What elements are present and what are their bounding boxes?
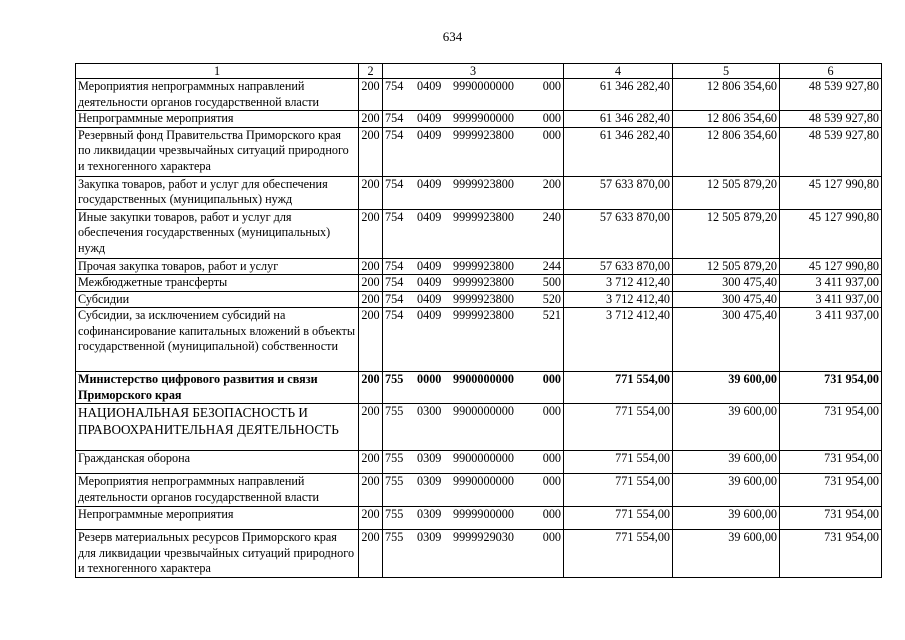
row-amount-6: 3 411 937,00 xyxy=(780,291,882,308)
row-amount-6: 731 954,00 xyxy=(780,372,882,404)
page-number: 634 xyxy=(442,29,463,44)
row-expense-type: 000 xyxy=(542,507,561,521)
row-code-3 xyxy=(383,291,564,308)
row-expense-type: 000 xyxy=(542,404,561,418)
row-code-3 xyxy=(383,308,564,372)
row-expense-type: 000 xyxy=(542,474,561,488)
row-name: Резерв материальных ресурсов Приморского края для ликвидации чрезвычайных ситуаций природного и техногенного характера xyxy=(76,530,359,578)
row-amount-6: 48 539 927,80 xyxy=(780,127,882,176)
row-code-2: 200 xyxy=(359,275,383,292)
row-expense-type: 000 xyxy=(542,530,561,544)
row-code-2: 200 xyxy=(359,209,383,258)
row-amount-6: 731 954,00 xyxy=(780,451,882,474)
row-amount-5: 300 475,40 xyxy=(673,291,780,308)
row-target-code: 9999929030 xyxy=(453,530,514,544)
row-code-2: 200 xyxy=(359,474,383,507)
row-section-code: 0409 xyxy=(417,308,442,322)
row-amount-4: 771 554,00 xyxy=(564,372,673,404)
row-code-3 xyxy=(383,451,564,474)
row-section-code: 0309 xyxy=(417,474,442,488)
row-target-code: 9999923800 xyxy=(453,127,514,142)
row-amount-6: 731 954,00 xyxy=(780,404,882,451)
row-expense-type: 000 xyxy=(542,79,561,93)
row-code-3 xyxy=(383,275,564,292)
row-name: Иные закупки товаров, работ и услуг для обеспечения государственных (муниципальных) нужд xyxy=(76,209,359,258)
row-amount-6: 45 127 990,80 xyxy=(780,209,882,258)
row-admin-code: 755 xyxy=(385,530,404,544)
row-target-code: 9999923800 xyxy=(453,275,514,289)
row-section-code: 0409 xyxy=(417,209,442,224)
row-admin-code: 754 xyxy=(385,176,404,191)
row-target-code: 9900000000 xyxy=(453,372,514,386)
row-name: НАЦИОНАЛЬНАЯ БЕЗОПАСНОСТЬ И ПРАВООХРАНИТЕЛЬНАЯ ДЕЯТЕЛЬНОСТЬ xyxy=(76,404,359,451)
table-row xyxy=(76,372,882,404)
table-row xyxy=(76,127,882,176)
table-row xyxy=(76,507,882,530)
row-target-code: 9999923800 xyxy=(453,308,514,322)
row-amount-5: 12 505 879,20 xyxy=(673,209,780,258)
row-amount-4: 771 554,00 xyxy=(564,404,673,451)
row-admin-code: 755 xyxy=(385,507,404,521)
row-admin-code: 755 xyxy=(385,404,404,418)
row-code-2: 200 xyxy=(359,451,383,474)
row-section-code: 0409 xyxy=(417,79,442,93)
table-row xyxy=(76,474,882,507)
row-amount-4: 61 346 282,40 xyxy=(564,127,673,176)
row-expense-type: 000 xyxy=(542,372,561,386)
row-admin-code: 754 xyxy=(385,308,404,322)
row-amount-5: 12 505 879,20 xyxy=(673,176,780,209)
row-section-code: 0409 xyxy=(417,258,442,273)
row-name: Прочая закупка товаров, работ и услуг xyxy=(76,258,359,275)
row-expense-type: 200 xyxy=(542,176,561,191)
budget-table xyxy=(75,63,882,578)
row-amount-6: 731 954,00 xyxy=(780,507,882,530)
table-row xyxy=(76,258,882,275)
table-row xyxy=(76,275,882,292)
row-amount-4: 3 712 412,40 xyxy=(564,291,673,308)
row-section-code: 0300 xyxy=(417,404,442,418)
row-amount-5: 12 806 354,60 xyxy=(673,127,780,176)
row-code-2: 200 xyxy=(359,308,383,372)
row-name: Непрограммные мероприятия xyxy=(76,507,359,530)
row-admin-code: 754 xyxy=(385,127,404,142)
header-cell: 5 xyxy=(673,64,780,79)
table-row xyxy=(76,308,882,372)
table-row xyxy=(76,176,882,209)
row-amount-6: 48 539 927,80 xyxy=(780,111,882,128)
row-code-2: 200 xyxy=(359,111,383,128)
row-amount-5: 39 600,00 xyxy=(673,372,780,404)
row-admin-code: 754 xyxy=(385,258,404,273)
row-name: Субсидии xyxy=(76,291,359,308)
row-amount-5: 39 600,00 xyxy=(673,530,780,578)
row-section-code: 0309 xyxy=(417,530,442,544)
row-amount-4: 57 633 870,00 xyxy=(564,258,673,275)
row-amount-4: 61 346 282,40 xyxy=(564,111,673,128)
row-amount-4: 57 633 870,00 xyxy=(564,209,673,258)
row-target-code: 9990000000 xyxy=(453,474,514,488)
table-row xyxy=(76,404,882,451)
row-name: Межбюджетные трансферты xyxy=(76,275,359,292)
row-target-code: 9900000000 xyxy=(453,404,514,418)
row-amount-6: 3 411 937,00 xyxy=(780,308,882,372)
row-amount-5: 39 600,00 xyxy=(673,507,780,530)
row-code-3 xyxy=(383,111,564,128)
row-code-2: 200 xyxy=(359,258,383,275)
row-code-2: 200 xyxy=(359,507,383,530)
row-amount-5: 300 475,40 xyxy=(673,308,780,372)
row-admin-code: 754 xyxy=(385,111,404,125)
row-admin-code: 755 xyxy=(385,451,404,465)
header-cell: 4 xyxy=(564,64,673,79)
table-row xyxy=(76,530,882,578)
row-code-2: 200 xyxy=(359,404,383,451)
header-cell: 3 xyxy=(383,64,564,79)
row-amount-4: 771 554,00 xyxy=(564,474,673,507)
row-admin-code: 754 xyxy=(385,275,404,289)
row-code-3 xyxy=(383,127,564,176)
row-amount-4: 771 554,00 xyxy=(564,451,673,474)
row-amount-6: 48 539 927,80 xyxy=(780,79,882,111)
row-name: Субсидии, за исключением субсидий на софинансирование капитальных вложений в объекты государственной (муниципальной) собственности xyxy=(76,308,359,372)
row-amount-5: 39 600,00 xyxy=(673,474,780,507)
row-amount-5: 39 600,00 xyxy=(673,451,780,474)
row-code-3 xyxy=(383,530,564,578)
row-amount-4: 61 346 282,40 xyxy=(564,79,673,111)
row-section-code: 0000 xyxy=(417,372,442,386)
row-amount-5: 300 475,40 xyxy=(673,275,780,292)
row-target-code: 9999900000 xyxy=(453,111,514,125)
row-amount-6: 45 127 990,80 xyxy=(780,176,882,209)
row-admin-code: 754 xyxy=(385,291,404,306)
row-code-3 xyxy=(383,79,564,111)
row-name: Закупка товаров, работ и услуг для обеспечения государственных (муниципальных) нужд xyxy=(76,176,359,209)
row-amount-6: 45 127 990,80 xyxy=(780,258,882,275)
row-code-2: 200 xyxy=(359,372,383,404)
row-amount-4: 771 554,00 xyxy=(564,507,673,530)
row-admin-code: 755 xyxy=(385,474,404,488)
row-amount-4: 771 554,00 xyxy=(564,530,673,578)
row-expense-type: 521 xyxy=(542,308,561,322)
header-cell: 1 xyxy=(76,64,359,79)
row-admin-code: 754 xyxy=(385,209,404,224)
row-name: Министерство цифрового развития и связи Приморского края xyxy=(76,372,359,404)
row-expense-type: 000 xyxy=(542,451,561,465)
row-target-code: 9999923800 xyxy=(453,258,514,273)
row-target-code: 9999923800 xyxy=(453,176,514,191)
row-name: Гражданская оборона xyxy=(76,451,359,474)
header-cell: 2 xyxy=(359,64,383,79)
row-code-3 xyxy=(383,209,564,258)
row-target-code: 9999900000 xyxy=(453,507,514,521)
row-expense-type: 240 xyxy=(542,209,561,224)
row-target-code: 9999923800 xyxy=(453,291,514,306)
row-section-code: 0409 xyxy=(417,275,442,289)
row-section-code: 0309 xyxy=(417,507,442,521)
row-target-code: 9900000000 xyxy=(453,451,514,465)
row-expense-type: 000 xyxy=(542,127,561,142)
row-section-code: 0409 xyxy=(417,291,442,306)
row-admin-code: 755 xyxy=(385,372,404,386)
row-admin-code: 754 xyxy=(385,79,404,93)
row-code-3 xyxy=(383,474,564,507)
row-amount-6: 3 411 937,00 xyxy=(780,275,882,292)
row-amount-4: 3 712 412,40 xyxy=(564,275,673,292)
row-target-code: 9999923800 xyxy=(453,209,514,224)
table-row xyxy=(76,451,882,474)
row-section-code: 0309 xyxy=(417,451,442,465)
row-amount-4: 3 712 412,40 xyxy=(564,308,673,372)
row-code-2: 200 xyxy=(359,79,383,111)
row-amount-5: 12 806 354,60 xyxy=(673,111,780,128)
row-expense-type: 000 xyxy=(542,111,561,125)
row-amount-5: 12 505 879,20 xyxy=(673,258,780,275)
row-code-2: 200 xyxy=(359,291,383,308)
row-amount-5: 12 806 354,60 xyxy=(673,79,780,111)
row-expense-type: 244 xyxy=(542,258,561,273)
table-row xyxy=(76,111,882,128)
row-amount-5: 39 600,00 xyxy=(673,404,780,451)
row-name: Непрограммные мероприятия xyxy=(76,111,359,128)
row-code-3 xyxy=(383,507,564,530)
row-name: Мероприятия непрограммных направлений деятельности органов государственной власти xyxy=(76,474,359,507)
row-code-3 xyxy=(383,404,564,451)
row-code-2: 200 xyxy=(359,530,383,578)
row-code-2: 200 xyxy=(359,176,383,209)
row-expense-type: 500 xyxy=(542,275,561,289)
row-target-code: 9990000000 xyxy=(453,79,514,93)
row-code-3 xyxy=(383,176,564,209)
row-section-code: 0409 xyxy=(417,176,442,191)
row-amount-6: 731 954,00 xyxy=(780,530,882,578)
row-code-3 xyxy=(383,258,564,275)
row-amount-4: 57 633 870,00 xyxy=(564,176,673,209)
table-row xyxy=(76,291,882,308)
row-amount-6: 731 954,00 xyxy=(780,474,882,507)
row-expense-type: 520 xyxy=(542,291,561,306)
row-section-code: 0409 xyxy=(417,127,442,142)
row-code-3 xyxy=(383,372,564,404)
header-row xyxy=(76,64,882,79)
row-name: Резервный фонд Правительства Приморского края по ликвидации чрезвычайных ситуаций природного и техногенного характера xyxy=(76,127,359,176)
table-row xyxy=(76,79,882,111)
row-section-code: 0409 xyxy=(417,111,442,125)
header-cell: 6 xyxy=(780,64,882,79)
row-name: Мероприятия непрограммных направлений деятельности органов государственной власти xyxy=(76,79,359,111)
table-row xyxy=(76,209,882,258)
row-code-2: 200 xyxy=(359,127,383,176)
